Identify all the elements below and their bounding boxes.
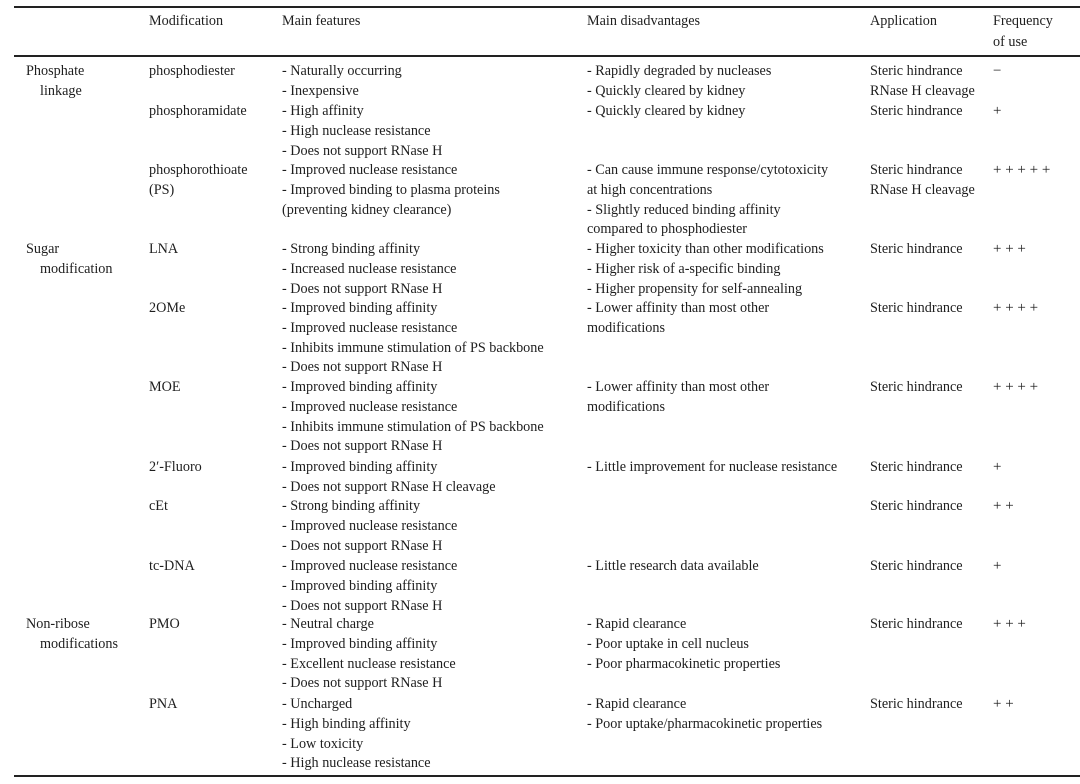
modification-name: tc-DNA <box>149 558 195 574</box>
application-item: RNase H cleavage <box>870 82 975 99</box>
feature-item: - Excellent nuclease resistance <box>282 655 456 672</box>
feature-item: - Improved binding to plasma proteins <box>282 181 500 198</box>
disadvantage-item: - Higher toxicity than other modifications <box>587 241 824 257</box>
frequency-rating: + + <box>993 696 1014 712</box>
feature-item: (preventing kidney clearance) <box>282 201 452 218</box>
feature-item: - Improved binding affinity <box>282 459 438 475</box>
disadvantage-item: - Quickly cleared by kidney <box>587 82 746 99</box>
application-item: Steric hindrance <box>870 162 963 178</box>
header-main-disadvantages: Main disadvantages <box>587 13 701 29</box>
modification-name: phosphorothioate <box>149 162 248 178</box>
feature-item: - Does not support RNase H <box>282 280 443 297</box>
disadvantage-item: - Lower affinity than most other <box>587 300 770 316</box>
feature-item: - Improved binding affinity <box>282 635 438 652</box>
feature-item: - Improved binding affinity <box>282 379 438 395</box>
modification-name: phosphoramidate <box>149 103 247 119</box>
feature-item: - Does not support RNase H <box>282 675 443 692</box>
feature-item: - Does not support RNase H <box>282 359 443 376</box>
modification-name: PMO <box>149 616 180 632</box>
disadvantage-item: - Higher propensity for self-annealing <box>587 280 803 297</box>
header-rule <box>14 55 1080 57</box>
disadvantage-item: modifications <box>587 398 666 415</box>
category-cell: Non-ribose <box>26 616 90 632</box>
header-frequency-line1: Frequency <box>993 13 1053 29</box>
top-rule <box>14 6 1080 8</box>
disadvantage-item: - Slightly reduced binding affinity <box>587 201 781 218</box>
feature-item: - Does not support RNase H <box>282 597 443 614</box>
disadvantage-item: - Lower affinity than most other <box>587 379 770 395</box>
frequency-rating: + + + + + <box>993 162 1051 178</box>
disadvantage-item: - Little research data available <box>587 558 759 574</box>
application-item: Steric hindrance <box>870 459 963 475</box>
disadvantage-item: - Rapid clearance <box>587 696 687 712</box>
application-item: Steric hindrance <box>870 300 963 316</box>
application-item: RNase H cleavage <box>870 181 975 198</box>
feature-item: - Improved nuclease resistance <box>282 558 458 574</box>
feature-item: - High binding affinity <box>282 715 411 732</box>
modification-name: MOE <box>149 379 181 395</box>
disadvantage-item: - Higher risk of a-specific binding <box>587 260 781 277</box>
frequency-rating: + <box>993 558 1002 574</box>
application-item: Steric hindrance <box>870 616 963 632</box>
frequency-rating: + <box>993 103 1002 119</box>
frequency-rating: + + + <box>993 241 1026 257</box>
disadvantage-item: - Little improvement for nuclease resistance <box>587 459 838 475</box>
feature-item: - Improved binding affinity <box>282 300 438 316</box>
disadvantage-item: - Poor pharmacokinetic properties <box>587 655 781 672</box>
modification-name: LNA <box>149 241 179 257</box>
feature-item: - Naturally occurring <box>282 63 402 79</box>
modification-name: phosphodiester <box>149 63 235 79</box>
disadvantage-item: modifications <box>587 319 666 336</box>
disadvantage-item: - Poor uptake in cell nucleus <box>587 635 749 652</box>
application-item: Steric hindrance <box>870 498 963 514</box>
modification-name: 2OMe <box>149 300 186 316</box>
feature-item: - High nuclease resistance <box>282 122 431 139</box>
disadvantage-item: compared to phosphodiester <box>587 221 747 238</box>
feature-item: - Neutral charge <box>282 616 374 632</box>
header-modification: Modification <box>149 13 224 29</box>
feature-item: - Strong binding affinity <box>282 498 421 514</box>
disadvantage-item: - Can cause immune response/cytotoxicity <box>587 162 829 178</box>
category-cell: modifications <box>40 635 119 652</box>
frequency-rating: + + <box>993 498 1014 514</box>
category-cell: Phosphate <box>26 63 85 79</box>
application-item: Steric hindrance <box>870 379 963 395</box>
disadvantage-item: - Quickly cleared by kidney <box>587 103 746 119</box>
feature-item: - Improved nuclease resistance <box>282 398 458 415</box>
feature-item: - Low toxicity <box>282 735 364 752</box>
feature-item: - Improved binding affinity <box>282 577 438 594</box>
feature-item: - High nuclease resistance <box>282 755 431 772</box>
category-cell: linkage <box>40 82 82 99</box>
header-application: Application <box>870 13 937 29</box>
header-main-features: Main features <box>282 13 361 29</box>
disadvantage-item: at high concentrations <box>587 181 713 198</box>
frequency-rating: + + + <box>993 616 1026 632</box>
frequency-rating: + + + + <box>993 379 1039 395</box>
application-item: Steric hindrance <box>870 63 963 79</box>
frequency-rating: + <box>993 459 1002 475</box>
bottom-rule <box>14 775 1080 777</box>
frequency-rating: + + + + <box>993 300 1039 316</box>
feature-item: - Inexpensive <box>282 82 359 99</box>
application-item: Steric hindrance <box>870 241 963 257</box>
feature-item: - Improved nuclease resistance <box>282 517 458 534</box>
header-frequency-line2: of use <box>993 34 1028 50</box>
disadvantage-item: - Poor uptake/pharmacokinetic properties <box>587 715 823 732</box>
feature-item: - Does not support RNase H cleavage <box>282 478 496 495</box>
application-item: Steric hindrance <box>870 558 963 574</box>
modification-name: (PS) <box>149 181 175 198</box>
feature-item: - Strong binding affinity <box>282 241 421 257</box>
frequency-rating: − <box>993 63 1002 79</box>
feature-item: - Uncharged <box>282 696 353 712</box>
category-cell: Sugar <box>26 241 60 257</box>
modification-name: cEt <box>149 498 168 514</box>
feature-item: - Increased nuclease resistance <box>282 260 457 277</box>
modification-name: 2′-Fluoro <box>149 459 202 475</box>
modification-name: PNA <box>149 696 178 712</box>
feature-item: - Does not support RNase H <box>282 438 443 455</box>
feature-item: - Inhibits immune stimulation of PS backbone <box>282 418 544 435</box>
application-item: Steric hindrance <box>870 696 963 712</box>
feature-item: - Does not support RNase H <box>282 537 443 554</box>
feature-item: - Improved nuclease resistance <box>282 162 458 178</box>
disadvantage-item: - Rapid clearance <box>587 616 687 632</box>
feature-item: - Improved nuclease resistance <box>282 319 458 336</box>
feature-item: - Does not support RNase H <box>282 142 443 159</box>
category-cell: modification <box>40 260 113 277</box>
disadvantage-item: - Rapidly degraded by nucleases <box>587 63 772 79</box>
application-item: Steric hindrance <box>870 103 963 119</box>
feature-item: - Inhibits immune stimulation of PS backbone <box>282 339 544 356</box>
feature-item: - High affinity <box>282 103 364 119</box>
